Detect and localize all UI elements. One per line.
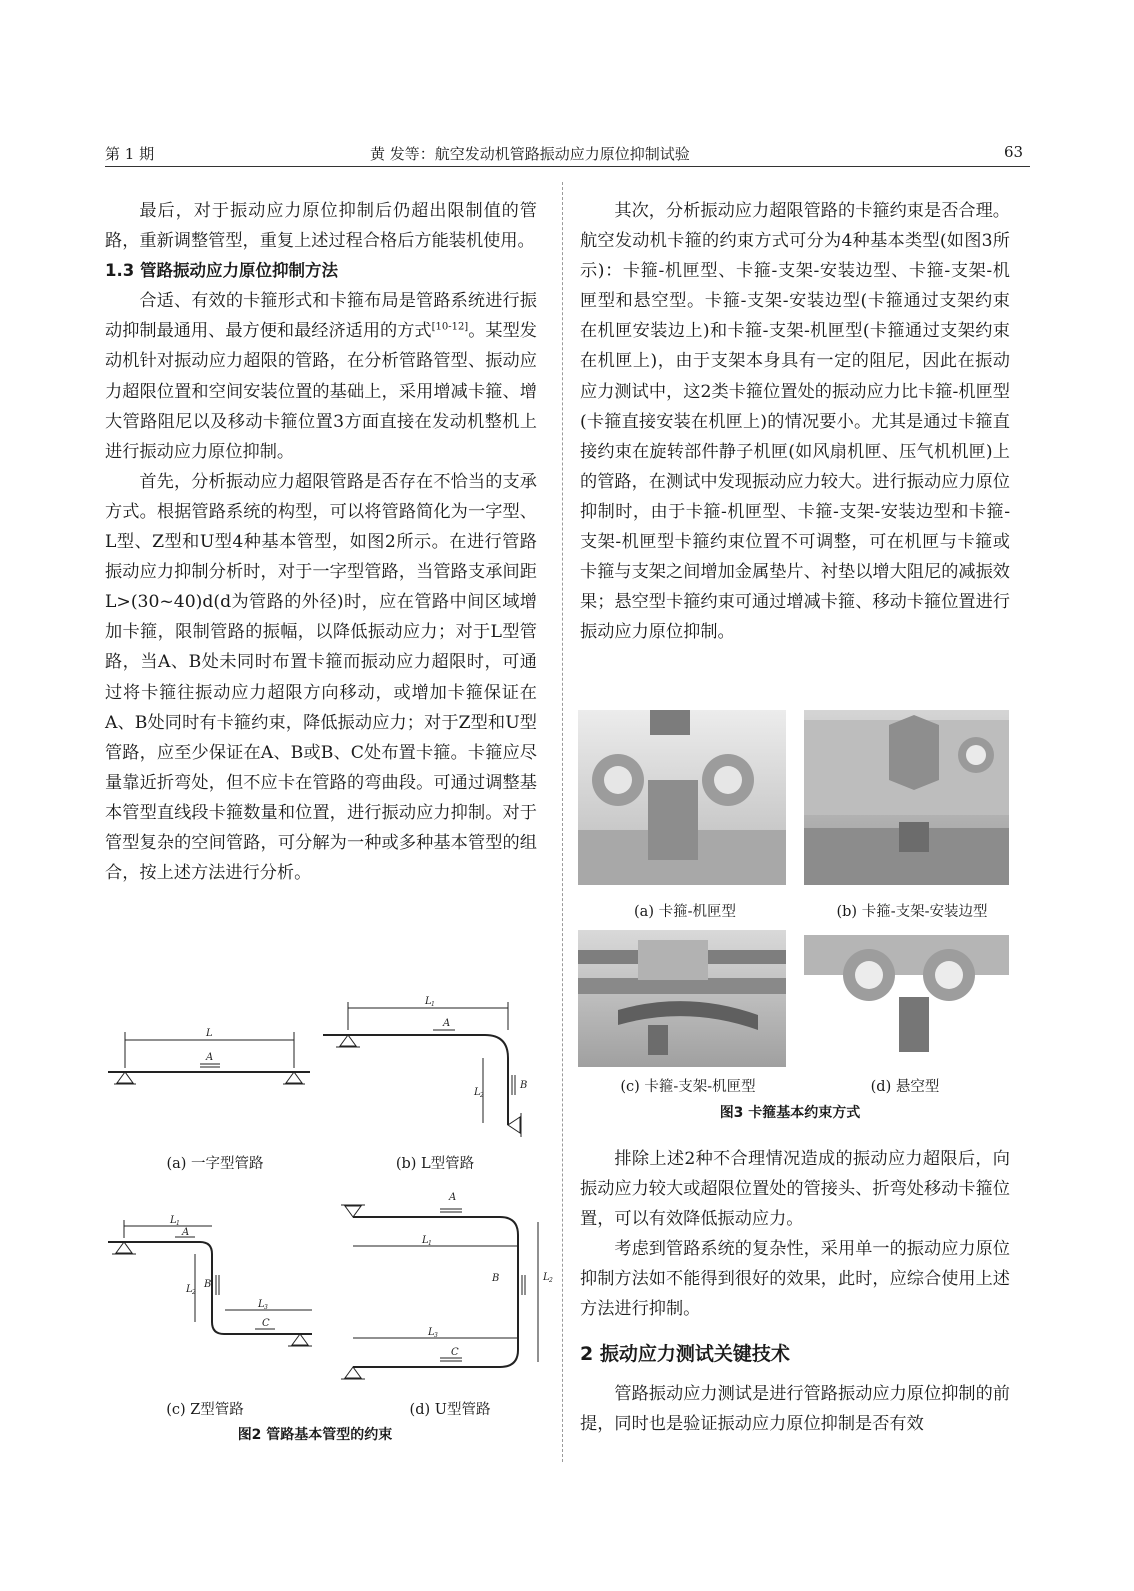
figure-2d-caption: (d) U型管路 <box>409 1402 491 1418</box>
citation: [10-12] <box>431 321 469 333</box>
svg-text:L: L <box>422 1235 429 1246</box>
diagram-d-u-pipe <box>341 1205 538 1379</box>
figure-3b-caption: (b) 卡箍-支架-安装边型 <box>836 904 988 920</box>
svg-text:1: 1 <box>428 1240 432 1247</box>
svg-text:2: 2 <box>192 1289 196 1296</box>
paragraph: 排除上述2种不合理情况造成的振动应力超限后，向振动应力较大或超限位置处的管接头、折弯处移动卡箍位置，可以有效降低振动应力。 <box>580 1149 1010 1230</box>
right-column-bottom <box>580 1144 1010 1439</box>
clamp-casing-illustration <box>578 710 786 885</box>
figure-3d-caption: (d) 悬空型 <box>870 1079 940 1095</box>
page-number: 63 <box>1004 143 1024 161</box>
figure-2c-caption: (c) Z型管路 <box>166 1402 244 1418</box>
svg-text:C: C <box>262 1318 270 1329</box>
paragraph: 考虑到管路系统的复杂性，采用单一的振动应力原位抑制方法如不能得到很好的效果，此时，应综合使用上述方法进行抑制。 <box>580 1239 1010 1320</box>
column-divider <box>562 182 563 1462</box>
clamp-bracket-flange-illustration <box>804 710 1009 885</box>
right-column-top <box>580 196 1010 647</box>
paragraph: 合适、有效的卡箍形式和卡箍布局是管路系统进行振动抑制最通用、最方便和最经济适用的方式[10-12]。某型发动机针对振动应力超限的管路，在分析管路管型、振动应力超限位置和空间安装位置的基础上，采用增减卡箍、增大管路阻尼以及移动卡箍位置3方面直接在发动机整机上进行振动应力原位抑制。 <box>105 291 537 462</box>
figure-3-title: 图3 卡箍基本约束方式 <box>719 1105 861 1121</box>
svg-text:A: A <box>182 1227 190 1238</box>
svg-text:L: L <box>543 1272 550 1283</box>
diagram-b-l-pipe <box>323 1002 521 1137</box>
paragraph: 其次，分析振动应力超限管路的卡箍约束是否合理。航空发动机卡箍的约束方式可分为4种基本类型(如图3所示)：卡箍-机匣型、卡箍-支架-安装边型、卡箍-支架-机匣型和悬空型。卡箍-支架-安装边型(卡箍通过支架约束在机匣安装边上)和卡箍-支架-机匣型(卡箍通过支架约束在机匣上)，由于支架本身具有一定的阻尼，因此在振动应力测试中，这2类卡箍位置处的振动应力比卡箍-机匣型(卡箍直接安装在机匣上)的情况要小。尤其是通过卡箍直接约束在旋转部件静子机匣(如风扇机匣、压气机机匣)上的管路，在测试中发现振动应力较大。进行振动应力原位抑制时，由于卡箍-机匣型、卡箍-支架-安装边型和卡箍-支架-机匣型卡箍约束位置不可调整，可在机匣与卡箍或卡箍与支架之间增加金属垫片、衬垫以增大阻尼的减振效果；悬空型卡箍约束可通过增减卡箍、移动卡箍位置进行振动应力原位抑制。 <box>580 201 1010 643</box>
svg-text:L: L <box>170 1215 177 1226</box>
running-header-title: 黄 发等：航空发动机管路振动应力原位抑制试验 <box>370 145 690 163</box>
svg-text:L: L <box>258 1299 265 1310</box>
paragraph: 首先，分析振动应力超限管路是否存在不恰当的支承方式。根据管路系统的构型，可以将管路简化为一字型、L型、Z型和U型4种基本管型，如图2所示。在进行管路振动应力抑制分析时，对于一字型管路，当管路支承间距L>(30~40)d(d为管路的外径)时，应在管路中间区域增加卡箍，限制管路的振幅，以降低振动应力；对于L型管路，当A、B处未同时布置卡箍而振动应力超限时，可通过将卡箍往振动应力超限方向移动，或增加卡箍保证在A、B处同时有卡箍约束，降低振动应力；对于Z型和U型管路，应至少保证在A、B或B、C处布置卡箍。卡箍应尽量靠近折弯处，但不应卡在管路的弯曲段。可通过调整基本管型直线段卡箍数量和位置，进行振动应力抑制。对于管型复杂的空间管路，可分解为一种或多种基本管型的组合，按上述方法进行分析。 <box>105 471 537 884</box>
svg-text:1: 1 <box>176 1220 180 1227</box>
svg-text:A: A <box>443 1018 451 1029</box>
left-column <box>105 196 537 888</box>
svg-text:A: A <box>206 1052 214 1063</box>
svg-text:A: A <box>449 1192 457 1203</box>
section-heading-1-3: 1.3 管路振动应力原位抑制方法 <box>105 261 338 281</box>
paragraph: 管路振动应力测试是进行管路振动应力原位抑制的前提，同时也是验证振动应力原位抑制是否有效 <box>580 1383 1010 1434</box>
figure-2b-caption: (b) L型管路 <box>395 1156 475 1172</box>
svg-text:3: 3 <box>264 1304 268 1311</box>
figure-2-diagrams <box>100 980 553 1420</box>
svg-text:L: L <box>474 1087 481 1098</box>
svg-text:L: L <box>428 1327 435 1338</box>
svg-text:B: B <box>492 1273 500 1284</box>
clamp-bracket-casing-illustration <box>578 930 786 1067</box>
svg-text:L: L <box>425 996 432 1007</box>
figure-3b-photo <box>804 710 1009 885</box>
svg-text:B: B <box>520 1080 528 1091</box>
figure-2a-caption: (a) 一字型管路 <box>166 1156 264 1172</box>
svg-text:2: 2 <box>480 1092 484 1099</box>
svg-text:B: B <box>204 1279 212 1290</box>
paragraph: 最后，对于振动应力原位抑制后仍超出限制值的管路，重新调整管型，重复上述过程合格后方能装机使用。 <box>105 201 537 252</box>
svg-text:L: L <box>206 1028 213 1039</box>
svg-text:1: 1 <box>431 1001 435 1008</box>
header-rule <box>105 166 1030 167</box>
svg-text:3: 3 <box>434 1332 438 1339</box>
figure-3c-caption: (c) 卡箍-支架-机匣型 <box>620 1079 756 1095</box>
svg-text:L: L <box>186 1284 193 1295</box>
svg-text:2: 2 <box>549 1277 553 1284</box>
running-header-issue: 第 1 期 <box>105 145 155 163</box>
figure-3a-photo <box>578 710 786 885</box>
figure-3d-photo <box>804 935 1009 1060</box>
figure-3a-caption: (a) 卡箍-机匣型 <box>634 904 736 920</box>
figure-3c-photo <box>578 930 786 1067</box>
suspended-clamp-illustration <box>804 935 1009 1060</box>
section-heading-2: 2 振动应力测试关键技术 <box>580 1342 790 1365</box>
figure-2-title: 图2 管路基本管型的约束 <box>237 1427 393 1443</box>
svg-text:C: C <box>451 1347 459 1358</box>
